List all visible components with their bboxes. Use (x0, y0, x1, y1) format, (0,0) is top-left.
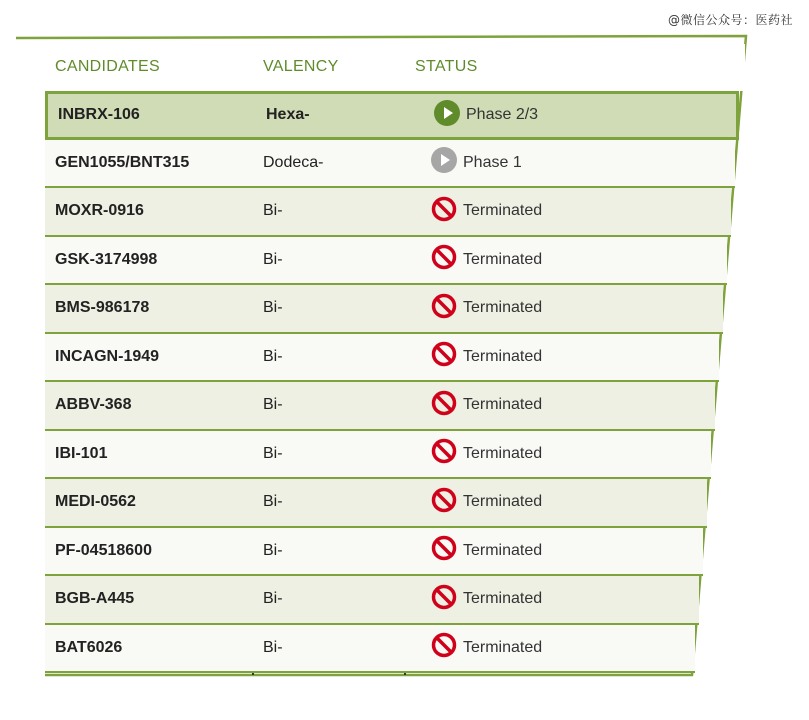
prohibited-icon (431, 390, 457, 421)
valency-value: Bi- (263, 541, 283, 559)
status-cell (431, 285, 542, 332)
play-gray-icon (431, 147, 457, 178)
table-row (45, 431, 711, 480)
valency-value: Bi- (263, 444, 283, 462)
status-label: Terminated (463, 299, 543, 317)
prohibited-icon (431, 438, 457, 469)
table-row (45, 625, 695, 674)
status-cell (431, 528, 542, 575)
valency-value: Bi- (263, 347, 283, 365)
valency-value: Bi- (263, 493, 283, 511)
candidate-name: INCAGN-1949 (55, 347, 160, 365)
header-status: STATUS (415, 58, 478, 75)
candidate-name: BAT6026 (55, 638, 123, 656)
candidate-name: GEN1055/BNT315 (55, 153, 190, 171)
prohibited-icon (431, 487, 457, 518)
table-row (45, 334, 719, 383)
candidate-name: MEDI-0562 (55, 493, 136, 511)
table-header (45, 44, 745, 91)
valency-value: Bi- (263, 590, 283, 608)
status-label: Terminated (463, 590, 543, 608)
candidate-name: GSK-3174998 (55, 250, 158, 268)
status-label: Terminated (463, 202, 543, 220)
table-row (45, 91, 739, 140)
status-cell (434, 94, 538, 137)
watermark: @微信公众号：医药社 (667, 13, 793, 27)
status-cell (431, 140, 522, 187)
table-row (45, 576, 699, 625)
status-cell (431, 431, 542, 478)
prohibited-icon (431, 632, 457, 663)
status-label: Terminated (463, 638, 543, 656)
status-cell (431, 237, 542, 284)
status-cell (431, 576, 542, 623)
status-cell (431, 625, 542, 672)
table-row (45, 285, 723, 334)
play-green-icon (434, 100, 460, 131)
table-row (45, 479, 707, 528)
candidate-name: MOXR-0916 (55, 202, 144, 220)
table-row (45, 140, 735, 189)
valency-value: Hexa- (266, 106, 310, 124)
status-label: Terminated (463, 250, 543, 268)
header-valency: VALENCY (263, 58, 339, 75)
candidates-table (45, 44, 745, 673)
valency-value: Bi- (263, 299, 283, 317)
candidate-name: INBRX-106 (58, 106, 140, 124)
candidate-name: IBI-101 (55, 444, 108, 462)
candidate-name: BGB-A445 (55, 590, 135, 608)
status-cell (431, 382, 542, 429)
valency-value: Dodeca- (263, 153, 324, 171)
status-cell (431, 188, 542, 235)
status-label: Terminated (463, 347, 543, 365)
table-row (45, 188, 731, 237)
status-label: Terminated (463, 493, 543, 511)
valency-value: Bi- (263, 202, 283, 220)
status-label: Terminated (463, 444, 543, 462)
table-row (45, 528, 703, 577)
prohibited-icon (431, 535, 457, 566)
status-label: Phase 1 (463, 153, 522, 171)
status-cell (431, 479, 542, 526)
prohibited-icon (431, 293, 457, 324)
candidate-name: ABBV-368 (55, 396, 132, 414)
valency-value: Bi- (263, 396, 283, 414)
prohibited-icon (431, 341, 457, 372)
prohibited-icon (431, 244, 457, 275)
table-row (45, 382, 715, 431)
valency-value: Bi- (263, 250, 283, 268)
status-label: Phase 2/3 (466, 106, 539, 124)
table-row (45, 237, 727, 286)
header-candidates: CANDIDATES (55, 58, 160, 75)
prohibited-icon (431, 584, 457, 615)
candidate-name: PF-04518600 (55, 541, 152, 559)
candidate-name: BMS-986178 (55, 299, 150, 317)
status-label: Terminated (463, 396, 543, 414)
status-cell (431, 334, 542, 381)
status-label: Terminated (463, 541, 543, 559)
valency-value: Bi- (263, 638, 283, 656)
prohibited-icon (431, 196, 457, 227)
